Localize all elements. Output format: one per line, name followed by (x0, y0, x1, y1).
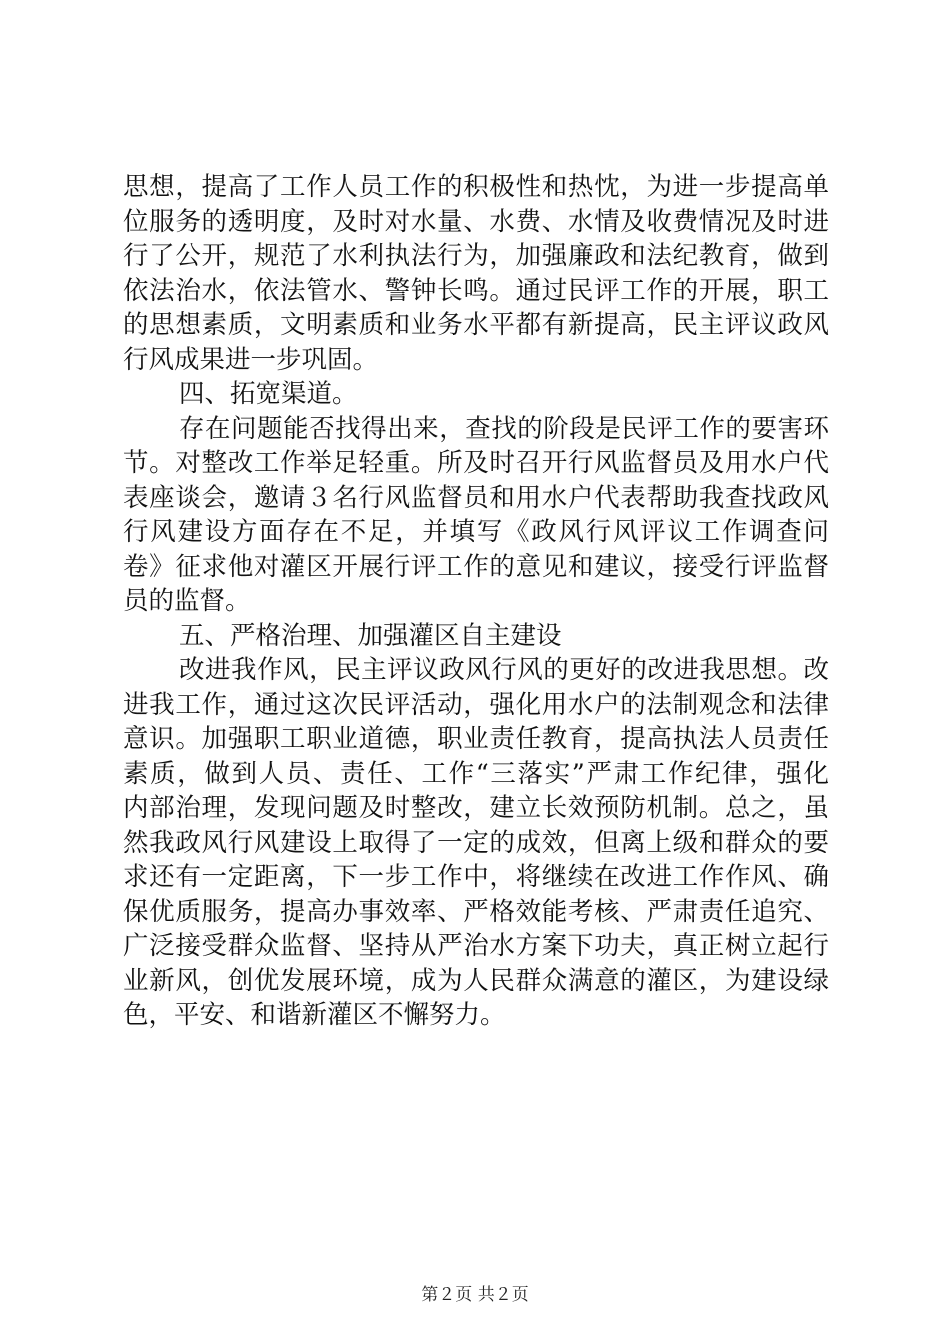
text-line: 行风成果进一步巩固。 (123, 344, 379, 375)
section-heading-4: 四、拓宽渠道。 (179, 379, 358, 409)
text-line: 进我工作，通过这次民评活动，强化用水户的法制观念和法律 (123, 689, 829, 720)
paragraph-governance (123, 653, 829, 1033)
text-line: 节。对整改工作举足轻重。所及时召开行风监督员及用水户代 (123, 448, 829, 478)
paragraph-channels (123, 412, 829, 619)
paragraph-continued (123, 170, 829, 377)
text-line: 色，平安、和谐新灌区不懈努力。 (123, 1000, 506, 1030)
text-line: 思想，提高了工作人员工作的积极性和热忱，为进一步提高单 (123, 172, 829, 202)
text-line: 保优质服务，提高办事效率、严格效能考核、严肃责任追究、 (123, 896, 829, 927)
text-line: 员的监督。 (123, 586, 251, 616)
text-line: 行风建设方面存在不足，并填写《政风行风评议工作调查问 (123, 517, 829, 547)
text-line: 位服务的透明度，及时对水量、水费、水情及收费情况及时进 (123, 206, 829, 237)
text-line: 然我政风行风建设上取得了一定的成效，但离上级和群众的要 (123, 827, 829, 858)
text-line: 业新风，创优发展环境，成为人民群众满意的灌区，为建设绿 (123, 965, 829, 996)
text-line: 依法治水，依法管水、警钟长鸣。通过民评工作的开展，职工 (123, 275, 829, 306)
page-number: 第２页 共２页 (421, 1285, 529, 1305)
text-line: 的思想素质，文明素质和业务水平都有新提高，民主评议政风 (123, 310, 829, 340)
text-line: 意识。加强职工职业道德，职业责任教育，提高执法人员责任 (123, 724, 829, 754)
text-line: 表座谈会，邀请３名行风监督员和用水户代表帮助我查找政风 (123, 482, 829, 513)
text-line: 行了公开，规范了水利执法行为，加强廉政和法纪教育，做到 (123, 241, 829, 271)
text-line: 存在问题能否找得出来，查找的阶段是民评工作的要害环 (179, 413, 829, 444)
text-line: 素质，做到人员、责任、工作“三落实”严肃工作纪律，强化 (123, 758, 829, 789)
text-line: 广泛接受群众监督、坚持从严治水方案下功夫，真正树立起行 (123, 931, 829, 961)
text-line: 改进我作风，民主评议政风行风的更好的改进我思想。改 (179, 655, 829, 685)
section-heading-5: 五、严格治理、加强灌区自主建设 (179, 620, 562, 651)
text-line: 内部治理，发现问题及时整改，建立长效预防机制。总之，虽 (123, 793, 829, 823)
text-line: 卷》征求他对灌区开展行评工作的意见和建议，接受行评监督 (123, 551, 829, 582)
text-line: 求还有一定距离，下一步工作中，将继续在改进工作作风、确 (123, 862, 829, 892)
document-body (123, 170, 829, 1033)
page-footer (0, 1284, 950, 1306)
